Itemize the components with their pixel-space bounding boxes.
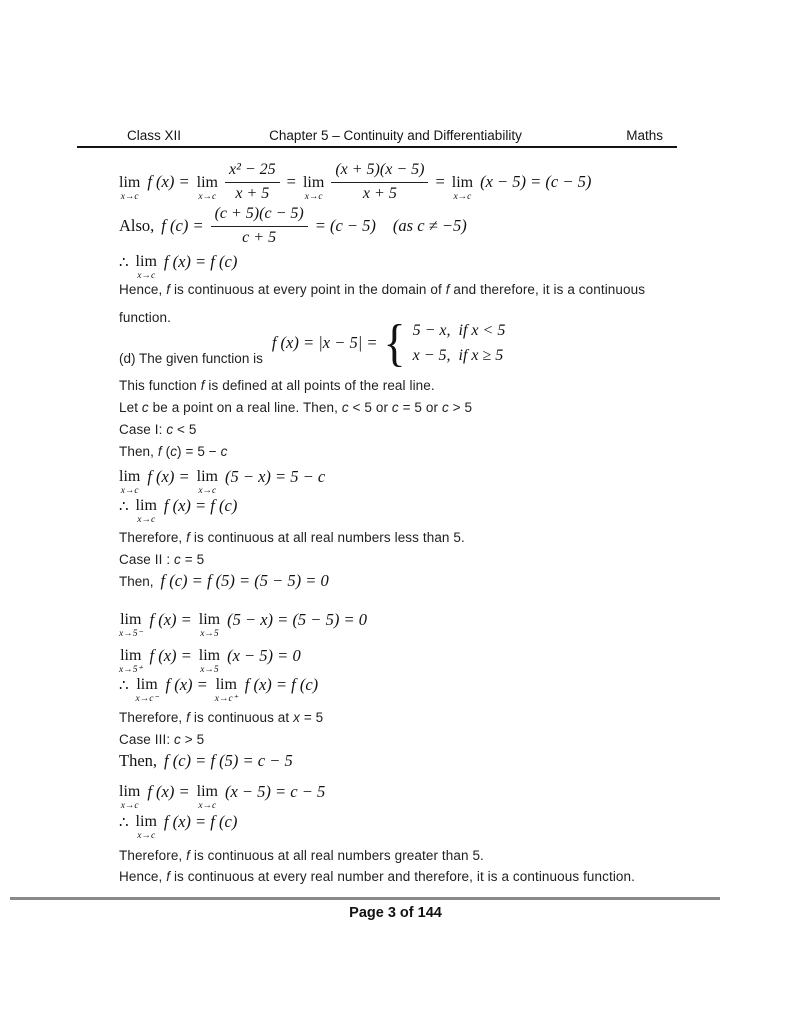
- math-term: (5 − x) = 5 − c: [224, 466, 326, 486]
- math-line-piecewise: [271, 313, 506, 371]
- math-line-therefore-3: [119, 808, 238, 841]
- math-term: f (x) =: [147, 172, 190, 192]
- header-chapter-title: Chapter 5 – Continuity and Differentiability: [269, 128, 522, 143]
- math-term: f (x) =: [147, 466, 190, 486]
- limit-operator: lim x→c: [196, 468, 218, 496]
- math-line-case1-limit: [119, 463, 326, 496]
- math-line-therefore-1: [119, 248, 238, 281]
- limit-operator: lim x→5⁺: [119, 647, 143, 675]
- therefore-symbol: ∴: [119, 815, 129, 832]
- math-term: f (x) =: [149, 609, 192, 629]
- math-term: f (c) = f (5) = (5 − 5) = 0: [160, 571, 329, 590]
- math-line-therefore-both-limits: [119, 671, 319, 704]
- text-let-c-point: Let c be a point on a real line. Then, c < 5 or c = 5 or c > 5: [119, 400, 473, 415]
- fraction: $\frac{(x + 5)(x - 5)}{x + 5}$: [331, 160, 428, 205]
- limit-operator: lim x→c: [302, 173, 325, 202]
- text-continuous-at-x5: Therefore, f is continuous at x = 5: [119, 710, 324, 725]
- text-then-fc-5-c: Then, f (c) = 5 − c: [119, 444, 228, 459]
- case-lower: x − 5, if x ≥ 5: [412, 347, 504, 364]
- math-line-then-case2: [119, 571, 329, 591]
- limit-operator: lim x→c: [135, 253, 157, 281]
- math-line-left-limit: [119, 606, 367, 639]
- text-defined-real-line: This function f is defined at all points of the real line.: [119, 378, 435, 393]
- limit-operator: lim x→5⁻: [119, 611, 143, 639]
- math-term: f (c) =: [161, 216, 204, 236]
- limit-operator: lim x→c⁻: [135, 676, 159, 704]
- math-term: f (x) = f (c): [244, 674, 319, 694]
- fraction: $\frac{(c + 5)(c - 5)}{c + 5}$: [211, 204, 308, 249]
- text-case-3: Case III: c > 5: [119, 732, 205, 747]
- math-term: f (x) =: [165, 674, 208, 694]
- equals-sign: =: [286, 172, 296, 192]
- limit-operator: lim x→5: [198, 611, 221, 639]
- brace-symbol: {: [383, 313, 406, 371]
- text-case-1: Case I: c < 5: [119, 422, 197, 437]
- text-therefore-less-5: Therefore, f is continuous at all real numbers less than 5.: [119, 530, 465, 545]
- footer-page-label: Page 3 of 144: [349, 905, 442, 921]
- footer-rule: [10, 897, 720, 900]
- math-term: = (c − 5): [314, 216, 376, 236]
- math-term: f (x) = f (c): [163, 811, 238, 831]
- piecewise-cases: [413, 318, 506, 368]
- math-term: f (c) = f (5) = c − 5: [164, 751, 293, 770]
- text-hence-continuous-function: Hence, f is continuous at every real number and therefore, it is a continuous function.: [119, 869, 636, 884]
- math-term: f (x) = |x − 5| =: [271, 333, 378, 352]
- math-line-limit-factoring: [119, 160, 591, 205]
- limit-operator: lim x→c: [135, 497, 157, 525]
- paragraph-hence-domain: Hence, f is continuous at every point in the domain of f and therefore, it is a continuous function.: [119, 282, 646, 325]
- fraction: $\frac{\text{x² − 25}}{x + 5}$: [225, 160, 280, 205]
- math-term: (x − 5) = c − 5: [224, 781, 326, 801]
- therefore-symbol: ∴: [119, 678, 129, 695]
- math-term: f (x) =: [149, 645, 192, 665]
- limit-operator: lim x→c: [451, 173, 474, 202]
- limit-operator: lim x→c⁺: [214, 676, 238, 704]
- header-class: Class XII: [127, 128, 182, 143]
- math-term: f (x) = f (c): [163, 251, 238, 271]
- math-line-case3-limit: [119, 778, 326, 811]
- item-d-label: (d) The given function is: [119, 351, 263, 366]
- math-term: f (x) =: [147, 781, 190, 801]
- limit-operator: lim x→c: [135, 813, 157, 841]
- limit-operator: lim x→c: [196, 783, 218, 811]
- math-line-also-fc: [119, 204, 467, 249]
- limit-operator: lim x→c: [119, 783, 141, 811]
- text-therefore-greater-5: Therefore, f is continuous at all real numbers greater than 5.: [119, 848, 484, 863]
- math-term: (x − 5) = (c − 5): [480, 172, 592, 192]
- math-term: (5 − x) = (5 − 5) = 0: [227, 609, 367, 629]
- then-label: Then,: [119, 574, 154, 589]
- math-word-also: Also,: [119, 216, 155, 236]
- math-note-as-c: (as c ≠ −5): [392, 216, 467, 236]
- limit-operator: lim x→c: [119, 173, 141, 202]
- case-upper: 5 − x, if x < 5: [412, 322, 506, 339]
- then-label: Then,: [119, 751, 158, 770]
- math-term: (x − 5) = 0: [227, 645, 301, 665]
- limit-operator: lim x→5: [198, 647, 221, 675]
- therefore-symbol: ∴: [119, 499, 129, 516]
- math-line-therefore-2: [119, 492, 238, 525]
- limit-operator: lim x→c: [196, 173, 218, 202]
- math-line-then-case3: [119, 751, 293, 771]
- text-case-2: Case II : c = 5: [119, 552, 205, 567]
- piecewise-row: [119, 313, 506, 371]
- math-line-right-limit: [119, 642, 301, 675]
- math-term: f (x) = f (c): [163, 495, 238, 515]
- therefore-symbol: ∴: [119, 255, 129, 272]
- limit-operator: lim x→c: [119, 468, 141, 496]
- header-subject: Maths: [626, 128, 663, 143]
- header-rule: [77, 146, 677, 148]
- equals-sign: =: [435, 172, 445, 192]
